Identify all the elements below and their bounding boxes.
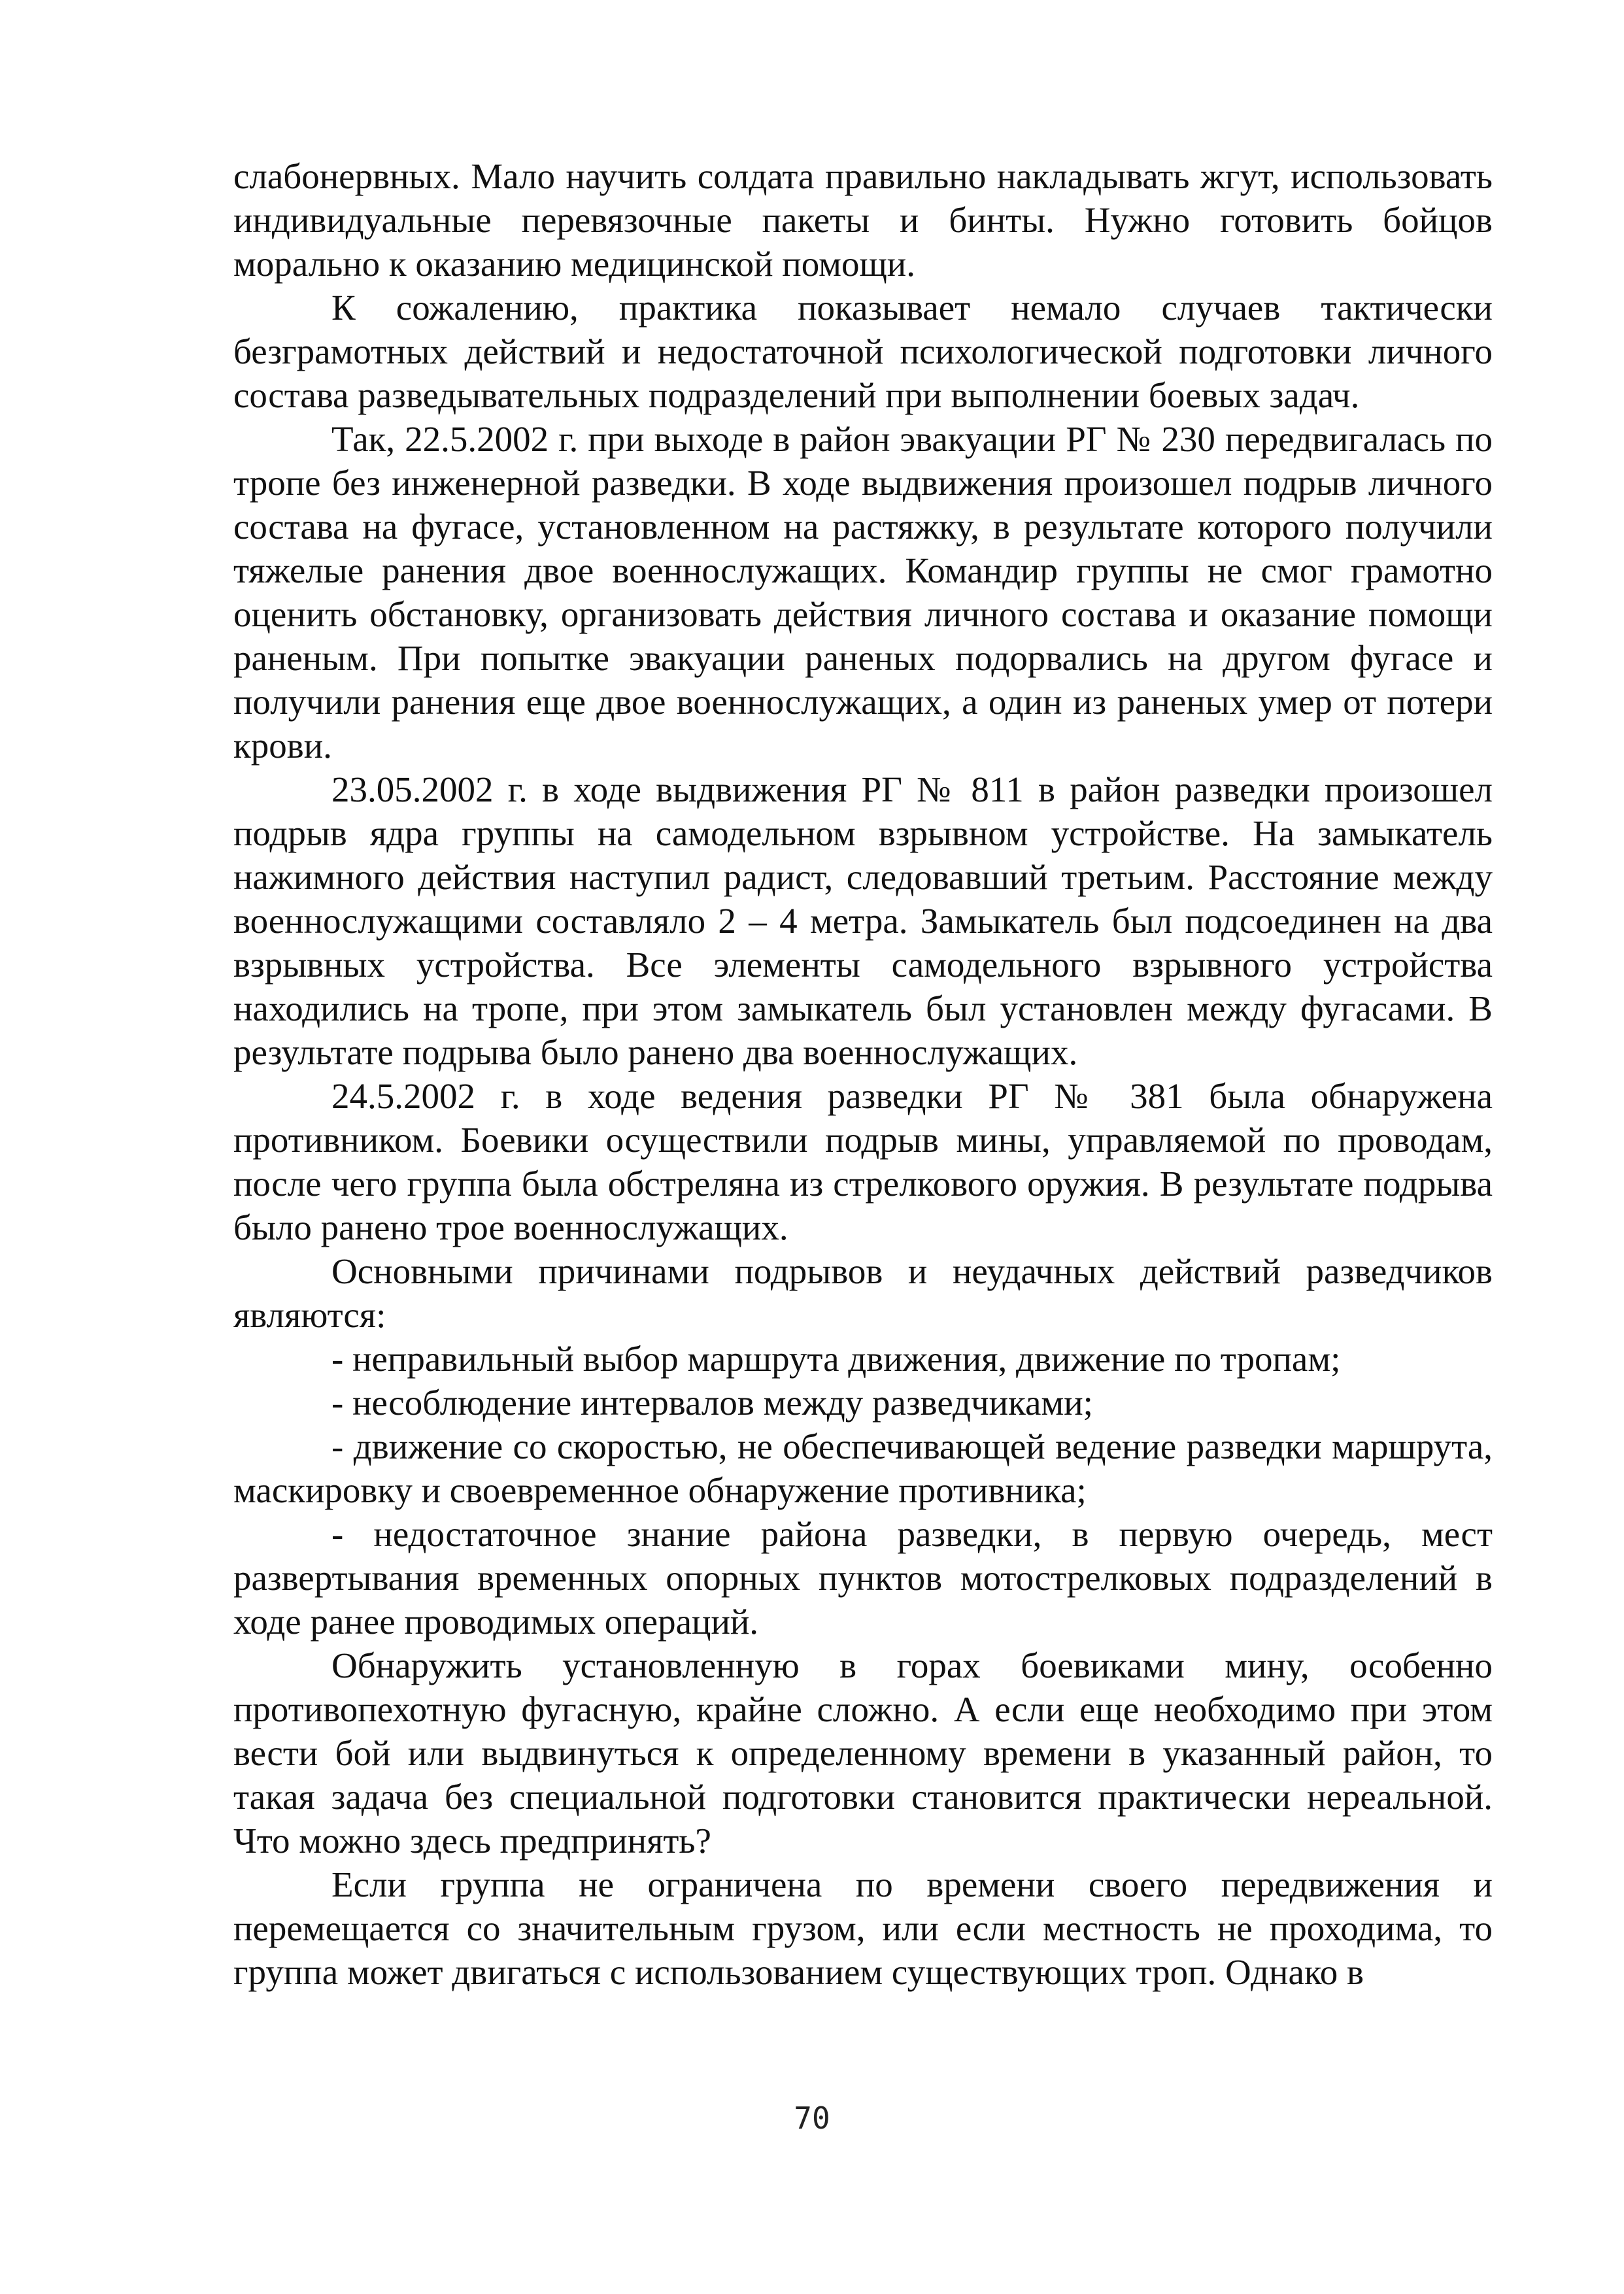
list-item-2: - несоблюдение интервалов между разведчиками; bbox=[331, 1383, 1093, 1423]
list-item-4: - недостаточное знание района разведки, в первую очередь, мест развертывания временных опорных пунктов мотострелковых подразделений в ходе ранее проводимых операций. bbox=[233, 1514, 1493, 1642]
body-text bbox=[233, 154, 1493, 1994]
paragraph-5: 24.5.2002 г. в ходе ведения разведки РГ № 381 была обнаружена противником. Боевики осуществили подрыв мины, управляемой по проводам, после чего группа была обстреляна из стрелкового оружия. В результате подрыва было ранено трое военнослужащих. bbox=[233, 1076, 1493, 1247]
paragraph-6: Основными причинами подрывов и неудачных действий разведчиков являются: bbox=[233, 1251, 1493, 1335]
paragraph-8: Если группа не ограничена по времени своего передвижения и перемещается со значительным грузом, или если местность не проходима, то группа может двигаться с использованием существующих троп. Однако в bbox=[233, 1864, 1493, 1992]
list-item-3: - движение со скоростью, не обеспечивающей ведение разведки маршрута, маскировку и своевременное обнаружение противника; bbox=[233, 1426, 1493, 1510]
paragraph-4: 23.05.2002 г. в ходе выдвижения РГ № 811 в район разведки произошел подрыв ядра группы на самодельном взрывном устройстве. На замыкатель нажимного действия наступил радист, следовавший третьим. Расстояние между военнослужащими составляло 2 – 4 метра. Замыкатель был подсоединен на два взрывных устройства. Все элементы самодельного взрывного устройства находились на тропе, при этом замыкатель был установлен между фугасами. В результате подрыва было ранено два военнослужащих. bbox=[233, 769, 1493, 1072]
page-number: 70 bbox=[794, 2100, 830, 2136]
list-item-1: - неправильный выбор маршрута движения, движение по тропам; bbox=[331, 1339, 1341, 1379]
paragraph-3: Так, 22.5.2002 г. при выходе в район эвакуации РГ № 230 передвигалась по тропе без инженерной разведки. В ходе выдвижения произошел подрыв личного состава на фугасе, установленном на растяжку, в результате которого получили тяжелые ранения двое военнослужащих. Командир группы не смог грамотно оценить обстановку, организовать действия личного состава и оказание помощи раненым. При попытке эвакуации раненых подорвались на другом фугасе и получили ранения еще двое военнослужащих, а один из раненых умер от потери крови. bbox=[233, 419, 1493, 766]
paragraph-2: К сожалению, практика показывает немало случаев тактически безграмотных действий и недостаточной психологической подготовки личного состава разведывательных подразделений при выполнении боевых задач. bbox=[233, 288, 1493, 415]
paragraph-1: слабонервных. Мало научить солдата правильно накладывать жгут, использовать индивидуальные перевязочные пакеты и бинты. Нужно готовить бойцов морально к оказанию медицинской помощи. bbox=[233, 156, 1493, 284]
paragraph-7: Обнаружить установленную в горах боевиками мину, особенно противопехотную фугасную, крайне сложно. А если еще необходимо при этом вести бой или выдвинуться к определенному времени в указанный район, то такая задача без специальной подготовки становится практически нереальной. Что можно здесь предпринять? bbox=[233, 1645, 1493, 1861]
